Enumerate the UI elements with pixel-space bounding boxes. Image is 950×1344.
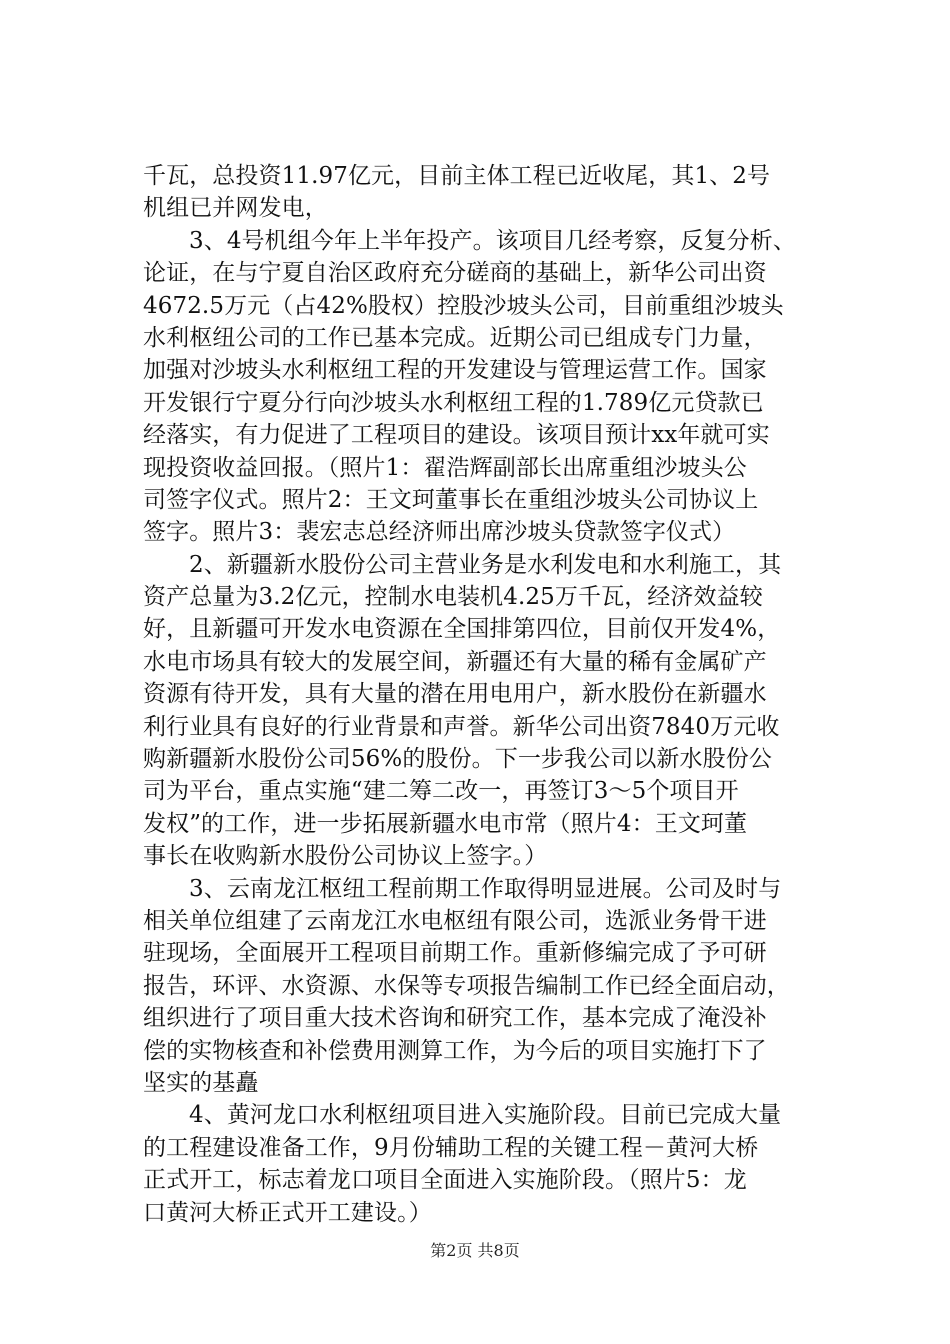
- paragraph: [143, 549, 833, 873]
- text-line: 购新疆新水股份公司56%的股份。下一步我公司以新水股份公: [143, 746, 772, 773]
- text-line: 利行业具有良好的行业背景和声誉。新华公司出资7840万元收: [143, 713, 780, 740]
- text-line: 的工程建设准备工作，9月份辅助工程的关键工程－黄河大桥: [143, 1134, 759, 1161]
- text-line: 2、新疆新水股份公司主营业务是水利发电和水利施工，其: [189, 551, 782, 578]
- text-line: 正式开工，标志着龙口项目全面进入实施阶段。（照片5：龙: [143, 1167, 747, 1194]
- paragraph: [143, 225, 833, 549]
- paragraph: [143, 160, 833, 225]
- text-line: 资源有待开发，具有大量的潜在用电用户，新水股份在新疆水: [143, 681, 767, 708]
- text-line: 3、云南龙江枢纽工程前期工作取得明显进展。公司及时与: [189, 875, 782, 902]
- text-line: 驻现场，全面展开工程项目前期工作。重新修编完成了予可研: [143, 940, 767, 967]
- paragraph: [143, 873, 833, 1100]
- page-footer: [0, 1241, 950, 1261]
- text-line: 签字。照片3：裴宏志总经济师出席沙坡头贷款签字仪式）: [143, 519, 736, 546]
- text-line: 偿的实物核查和补偿费用测算工作，为今后的项目实施打下了: [143, 1037, 767, 1064]
- text-line: 坚实的基矗: [143, 1069, 259, 1096]
- text-line: 3、4号机组今年上半年投产。该项目几经考察，反复分析、: [189, 227, 796, 254]
- text-line: 水电市场具有较大的发展空间，新疆还有大量的稀有金属矿产: [143, 648, 767, 675]
- text-line: 资产总量为3.2亿元，控制水电装机4.25万千瓦，经济效益较: [143, 584, 763, 611]
- text-line: 口黄河大桥正式开工建设。）: [143, 1199, 432, 1226]
- text-line: 论证，在与宁夏自治区政府充分磋商的基础上，新华公司出资: [143, 260, 767, 287]
- text-line: 4、黄河龙口水利枢纽项目进入实施阶段。目前已完成大量: [189, 1102, 782, 1129]
- text-line: 司签字仪式。照片2：王文珂董事长在重组沙坡头公司协议上: [143, 486, 759, 513]
- page-number: 第2页 共8页: [430, 1241, 520, 1260]
- text-line: 事长在收购新水股份公司协议上签字。）: [143, 843, 548, 870]
- text-line: 加强对沙坡头水利枢纽工程的开发建设与管理运营工作。国家: [143, 357, 767, 384]
- text-line: 报告，环评、水资源、水保等专项报告编制工作已经全面启动，: [143, 972, 790, 999]
- text-line: 开发银行宁夏分行向沙坡头水利枢纽工程的1.789亿元贷款已: [143, 389, 764, 416]
- text-line: 机组已并网发电，: [143, 195, 328, 222]
- text-line: 水利枢纽公司的工作已基本完成。近期公司已组成专门力量，: [143, 324, 767, 351]
- text-line: 发权”的工作，进一步拓展新疆水电市常（照片4：王文珂董: [143, 810, 748, 837]
- text-line: 相关单位组建了云南龙江水电枢纽有限公司，选派业务骨干进: [143, 907, 767, 934]
- text-line: 组织进行了项目重大技术咨询和研究工作，基本完成了淹没补: [143, 1005, 767, 1032]
- paragraph: [143, 1099, 833, 1229]
- document-body: [143, 160, 833, 1229]
- text-line: 千瓦，总投资11.97亿元，目前主体工程已近收尾，其1、2号: [143, 163, 771, 189]
- text-line: 好，且新疆可开发水电资源在全国排第四位，目前仅开发4%，: [143, 616, 781, 643]
- text-line: 4672.5万元（占42%股权）控股沙坡头公司，目前重组沙坡头: [143, 292, 784, 319]
- text-line: 现投资收益回报。（照片1：翟浩辉副部长出席重组沙坡头公: [143, 454, 747, 481]
- text-line: 经落实，有力促进了工程项目的建设。该项目预计xx年就可实: [143, 422, 770, 449]
- text-line: 司为平台，重点实施“建二筹二改一，再签订3～5个项目开: [143, 778, 739, 805]
